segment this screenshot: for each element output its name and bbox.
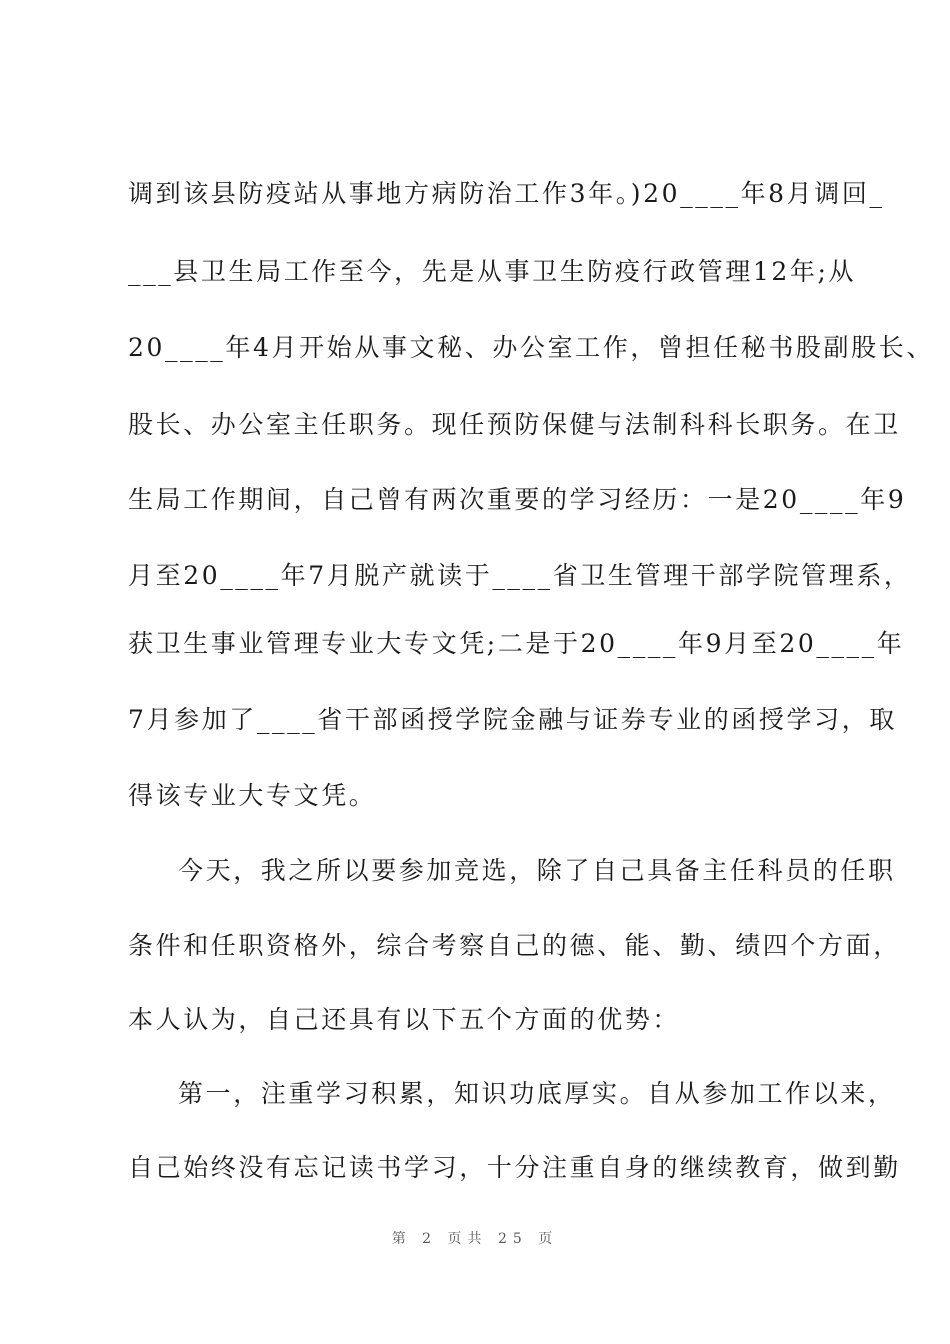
body-text-line: 7月参加了____省干部函授学院金融与证券专业的函授学习，取	[128, 705, 897, 734]
body-text-line: ___县卫生局工作至今，先是从事卫生防疫行政管理12年;从	[128, 257, 857, 286]
body-text-line: 月至20____年7月脱产就读于____省卫生管理干部学院管理系，	[128, 561, 912, 590]
body-text-line: 本人认为，自己还具有以下五个方面的优势：	[128, 1005, 681, 1034]
body-text-line: 自己始终没有忘记读书学习，十分注重自身的继续教育，做到勤	[128, 1153, 901, 1182]
body-text-line: 生局工作期间，自己曾有两次重要的学习经历：一是20____年9	[128, 485, 907, 514]
body-text-line: 获卫生事业管理专业大专文凭;二是于20____年9月至20____年	[128, 629, 905, 658]
paragraph-first-line: 今天，我之所以要参加竞选，除了自己具备主任科员的任职	[178, 856, 896, 885]
body-text-line: 条件和任职资格外，综合考察自己的德、能、勤、绩四个方面，	[128, 931, 901, 960]
body-text-line: 调到该县防疫站从事地方病防治工作3年。)20____年8月调回_	[128, 179, 885, 208]
body-text-line: 得该专业大专文凭。	[128, 781, 377, 810]
body-text-line: 20____年4月开始从事文秘、办公室工作，曾担任秘书股副股长、	[128, 333, 934, 362]
paragraph-first-line: 第一，注重学习积累，知识功底厚实。自从参加工作以来，	[178, 1079, 896, 1108]
page-number-footer: 第 2 页共 25 页	[391, 1231, 559, 1247]
body-text-line: 股长、办公室主任职务。现任预防保健与法制科科长职务。在卫	[128, 410, 901, 439]
